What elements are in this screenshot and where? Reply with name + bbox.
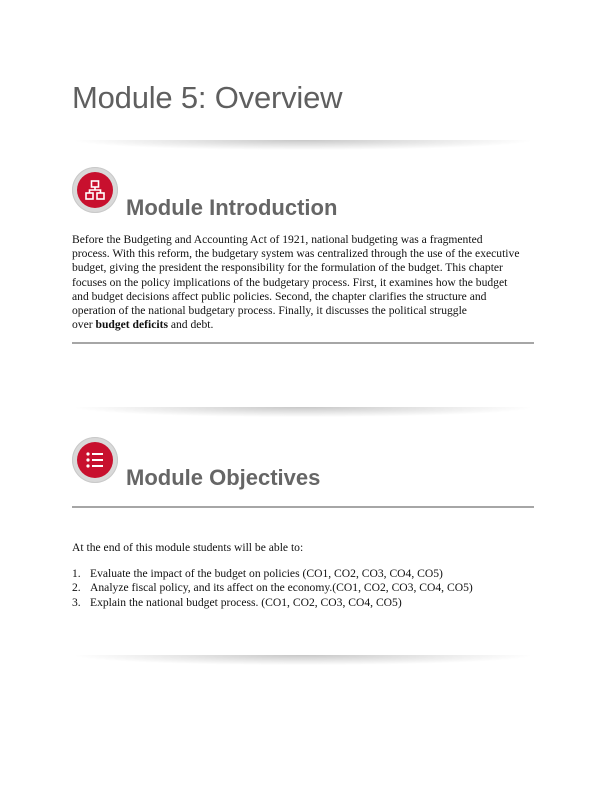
introduction-line: and budget decisions affect public policies. Second, the chapter clarifies the structure and bbox=[72, 289, 487, 303]
introduction-badge bbox=[72, 167, 118, 213]
objective-number: 3. bbox=[72, 595, 81, 609]
objective-text: Explain the national budget process. (CO1, CO2, CO3, CO4, CO5) bbox=[90, 595, 402, 609]
objective-item bbox=[72, 581, 473, 595]
last-line-prefix: over bbox=[72, 318, 96, 332]
section-divider bbox=[76, 140, 530, 150]
horizontal-rule bbox=[72, 342, 534, 344]
objectives-intro: At the end of this module students will be able to: bbox=[72, 541, 304, 554]
section-divider bbox=[76, 655, 530, 665]
introduction-paragraph bbox=[72, 233, 542, 332]
introduction-last-line bbox=[72, 318, 542, 332]
objectives-list bbox=[72, 567, 473, 610]
objective-number: 1. bbox=[72, 567, 81, 580]
objectives-badge bbox=[72, 437, 118, 483]
sitemap-icon bbox=[84, 179, 106, 201]
introduction-line: operation of the national budgetary process. Finally, it discusses the political struggle bbox=[72, 304, 467, 318]
introduction-line: Before the Budgeting and Accounting Act of 1921, national budgeting was a fragmented bbox=[72, 233, 483, 246]
list-icon bbox=[84, 449, 106, 471]
objective-text: Evaluate the impact of the budget on policies (CO1, CO2, CO3, CO4, CO5) bbox=[90, 567, 443, 580]
objective-item bbox=[72, 596, 473, 610]
objective-number: 2. bbox=[72, 581, 81, 595]
introduction-line: budget, giving the president the responsibility for the formulation of the budget. This chapter bbox=[72, 261, 503, 275]
last-line-suffix: and debt. bbox=[167, 318, 214, 332]
objectives-heading: Module Objectives bbox=[126, 465, 321, 490]
introduction-line: process. With this reform, the budgetary system was centralized through the use of the executive bbox=[72, 247, 520, 261]
introduction-heading: Module Introduction bbox=[126, 195, 338, 220]
page-title: Module 5: Overview bbox=[72, 80, 343, 115]
horizontal-rule bbox=[72, 506, 534, 508]
objective-item bbox=[72, 567, 473, 581]
objective-text: Analyze fiscal policy, and its affect on the economy.(CO1, CO2, CO3, CO4, CO5) bbox=[90, 581, 473, 595]
budget-deficits-term: budget deficits bbox=[95, 318, 168, 332]
section-divider bbox=[76, 407, 530, 417]
introduction-line: focuses on the policy implications of the budgetary process. First, it examines how the budget bbox=[72, 275, 508, 289]
